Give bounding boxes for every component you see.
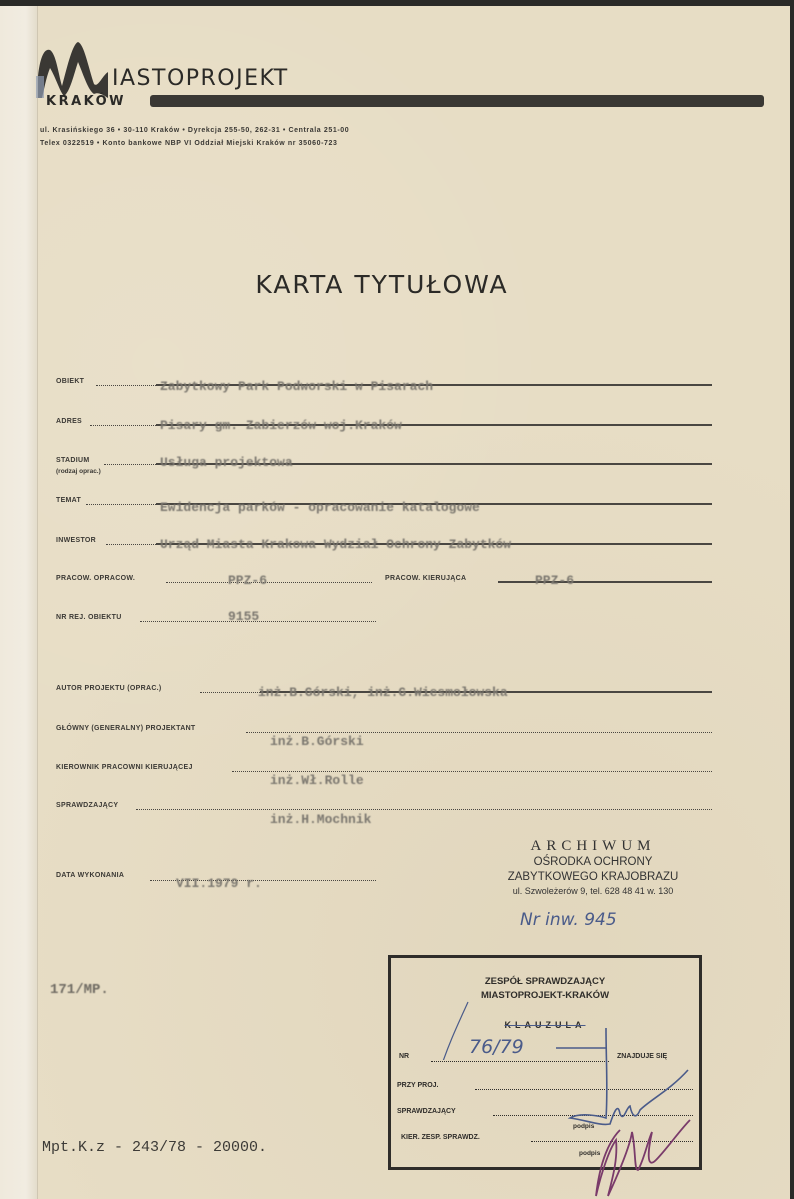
page-title: KARTA TYTUŁOWA: [255, 270, 509, 299]
field-line: [136, 809, 712, 810]
archive-address: ul. Szwoleżerów 9, tel. 628 48 41 w. 130: [512, 886, 674, 896]
label-autor: AUTOR PROJEKTU (OPRAC.): [56, 685, 162, 692]
value-stadium: Usługa projektowa: [160, 455, 293, 470]
field-line: [166, 582, 372, 583]
label-adres: ADRES: [56, 418, 83, 425]
address-line-2: Telex 0322519 • Konto bankowe NBP VI Oddział Miejski Kraków nr 35060-723: [40, 140, 338, 147]
field-line: [86, 504, 156, 505]
footer-print-code: Mpt.K.z - 243/78 - 20000.: [42, 1139, 268, 1156]
value-data-wykonania: VII.1979 r.: [176, 876, 262, 891]
stamp-znajduje-label: ZNAJDUJE SIĘ: [617, 1053, 668, 1060]
signatures-handwritten-icon: [540, 1020, 710, 1199]
reference-number: 171/MP.: [50, 982, 109, 998]
stamp-podpis-2: podpis: [579, 1150, 601, 1157]
label-sprawdzajacy: SPRAWDZAJĄCY: [56, 802, 119, 809]
stamp-nr-label: NR: [399, 1053, 410, 1060]
stamp-kier-label: KIER. ZESP. SPRAWDZ.: [401, 1134, 480, 1141]
field-line: [106, 544, 156, 545]
letterhead-bar: [150, 95, 764, 107]
label-pracow-opracow: PRACOW. OPRACOW.: [56, 575, 136, 582]
value-autor: inż.B.Górski, inż.G.Wiesmołowska: [258, 685, 508, 700]
field-line: [200, 692, 260, 693]
label-stadium-sub: (rodzaj oprac.): [56, 468, 101, 475]
archive-line-3: ZABYTKOWEGO KRAJOBRAZU: [507, 871, 679, 883]
value-sprawdzajacy: inż.H.Mochnik: [270, 812, 372, 827]
field-line: [96, 385, 156, 386]
brand-city: KRAKÓW: [46, 94, 127, 109]
value-inwestor: Urząd Miasta Krakowa Wydział Ochrony Zabytków: [160, 537, 512, 552]
label-temat: TEMAT: [56, 497, 82, 504]
value-glowny: inż.B.Górski: [270, 734, 364, 749]
stamp-nr-value: 76/79: [469, 1036, 524, 1058]
handwritten-marks-icon: [440, 1000, 550, 1060]
field-line: [104, 464, 156, 465]
label-kierownik: KIEROWNIK PRACOWNI KIERUJĄCEJ: [56, 764, 193, 771]
label-pracow-kierujaca: PRACOW. KIERUJĄCA: [385, 575, 467, 582]
label-nr-rej: NR REJ. OBIEKTU: [56, 614, 122, 621]
value-nr-rej: 9155: [228, 609, 260, 624]
stamp-klauzula: KLAUZULA: [504, 1020, 586, 1030]
value-adres: Pisary gm. Zabierzów woj.Kraków: [160, 418, 402, 433]
stamp-sprawdzajacy-label: SPRAWDZAJĄCY: [397, 1108, 456, 1115]
miastoprojekt-logo-icon: [36, 36, 122, 100]
label-obiekt: OBIEKT: [56, 378, 85, 385]
inventory-number-handwritten: Nr inw. 945: [520, 910, 617, 930]
value-pracow-opracow: PPZ-6: [228, 573, 268, 588]
field-line: [90, 425, 156, 426]
stamp-podpis-1: podpis: [573, 1123, 595, 1130]
archive-stamp: [478, 838, 708, 896]
value-obiekt: Zabytkowy Park Podworski w Pisarach: [160, 379, 434, 394]
archive-title: ARCHIWUM: [530, 838, 656, 854]
value-pracow-kierujaca: PPZ-6: [535, 573, 575, 588]
stamp-heading-1: ZESPÓŁ SPRAWDZAJĄCY: [484, 976, 606, 987]
brand-name: IASTOPROJEKT: [112, 66, 289, 91]
field-line: [498, 581, 712, 583]
field-line: [232, 771, 712, 772]
address-line-1: ul. Krasińskiego 36 • 30-110 Kraków • Dyrekcja 255-50, 262-31 • Centrala 251-00: [40, 127, 350, 134]
value-temat: Ewidencja parków - opracowanie katalogowe: [160, 500, 480, 515]
stamp-heading-2: MIASTOPROJEKT-KRAKÓW: [480, 990, 610, 1001]
value-kierownik: inż.Wł.Rolle: [270, 773, 364, 788]
paper-edge-strip: [0, 6, 38, 1199]
label-data-wykonania: DATA WYKONANIA: [56, 872, 125, 879]
archive-line-2: OŚRODKA OCHRONY: [533, 856, 653, 868]
label-glowny: GŁÓWNY (GENERALNY) PROJEKTANT: [56, 725, 196, 732]
label-inwestor: INWESTOR: [56, 537, 96, 544]
stamp-przy-proj-label: PRZY PROJ.: [397, 1082, 439, 1089]
label-stadium: STADIUM: [56, 457, 90, 464]
field-line: [246, 732, 712, 733]
